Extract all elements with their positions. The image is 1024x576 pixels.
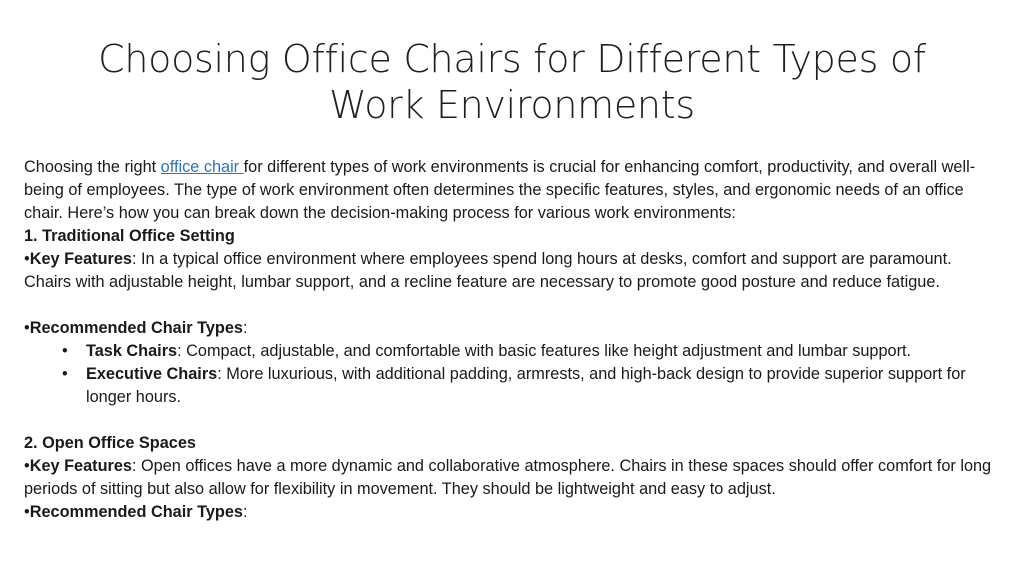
key-features-traditional-office xyxy=(24,248,994,294)
recommended-suffix: : xyxy=(242,503,248,521)
intro-text-rest: for different types of work environments is crucial for enhancing comfort, productivity, and overall well-being of employees. The type of work environment often determines the specific features, styles, and ergonomic needs of an office chair. Here’s how you can break down the decision-making process for various work environments: xyxy=(24,158,976,222)
bullet: • xyxy=(24,250,30,268)
list-item-executive-chairs xyxy=(24,363,994,409)
intro-text-start: Choosing the right xyxy=(24,158,161,176)
key-features-label: Key Features xyxy=(29,457,132,475)
bullet: • xyxy=(24,319,30,337)
section-heading-open-office: 2. Open Office Spaces xyxy=(24,434,196,452)
chair-type-name: Executive Chairs xyxy=(86,365,218,383)
key-features-text: : In a typical office environment where employees spend long hours at desks, comfort and support are paramount. Chairs with adjustable height, lumbar support, and a recline feature are necessary to promote good posture and reduce fatigue. xyxy=(24,250,952,291)
chair-type-description: : Compact, adjustable, and comfortable with basic features like height adjustment and lumbar support. xyxy=(177,342,912,360)
chair-type-description: : More luxurious, with additional padding, armrests, and high-back design to provide superior support for longer hours. xyxy=(86,365,966,406)
bullet: • xyxy=(62,342,68,360)
slide-body xyxy=(24,156,994,524)
recommended-chair-types-traditional-office xyxy=(24,317,994,340)
spacer xyxy=(24,294,994,317)
recommended-suffix: : xyxy=(242,319,248,337)
key-features-label: Key Features xyxy=(29,250,132,268)
chair-types-list xyxy=(24,340,994,409)
bullet: • xyxy=(62,365,68,383)
key-features-open-office xyxy=(24,455,994,501)
recommended-label: Recommended Chair Types xyxy=(29,503,243,521)
recommended-chair-types-open-office xyxy=(24,501,994,524)
recommended-label: Recommended Chair Types xyxy=(29,319,243,337)
section-heading-traditional-office: 1. Traditional Office Setting xyxy=(24,227,235,245)
office-chair-link[interactable]: office chair xyxy=(160,158,244,176)
bullet: • xyxy=(24,457,30,475)
title-line-1: Choosing Office Chairs for Different Types of xyxy=(98,37,926,81)
spacer xyxy=(24,409,994,432)
title-line-2: Work Environments xyxy=(329,83,695,127)
key-features-text: : Open offices have a more dynamic and collaborative atmosphere. Chairs in these spaces should offer comfort for long periods of sitting but also allow for flexibility in movement. They should be lightweight and easy to adjust. xyxy=(24,457,992,498)
list-item-task-chairs xyxy=(24,340,994,363)
slide-title xyxy=(40,36,984,128)
chair-type-name: Task Chairs xyxy=(86,342,178,360)
intro-paragraph xyxy=(24,156,994,225)
bullet: • xyxy=(24,503,30,521)
